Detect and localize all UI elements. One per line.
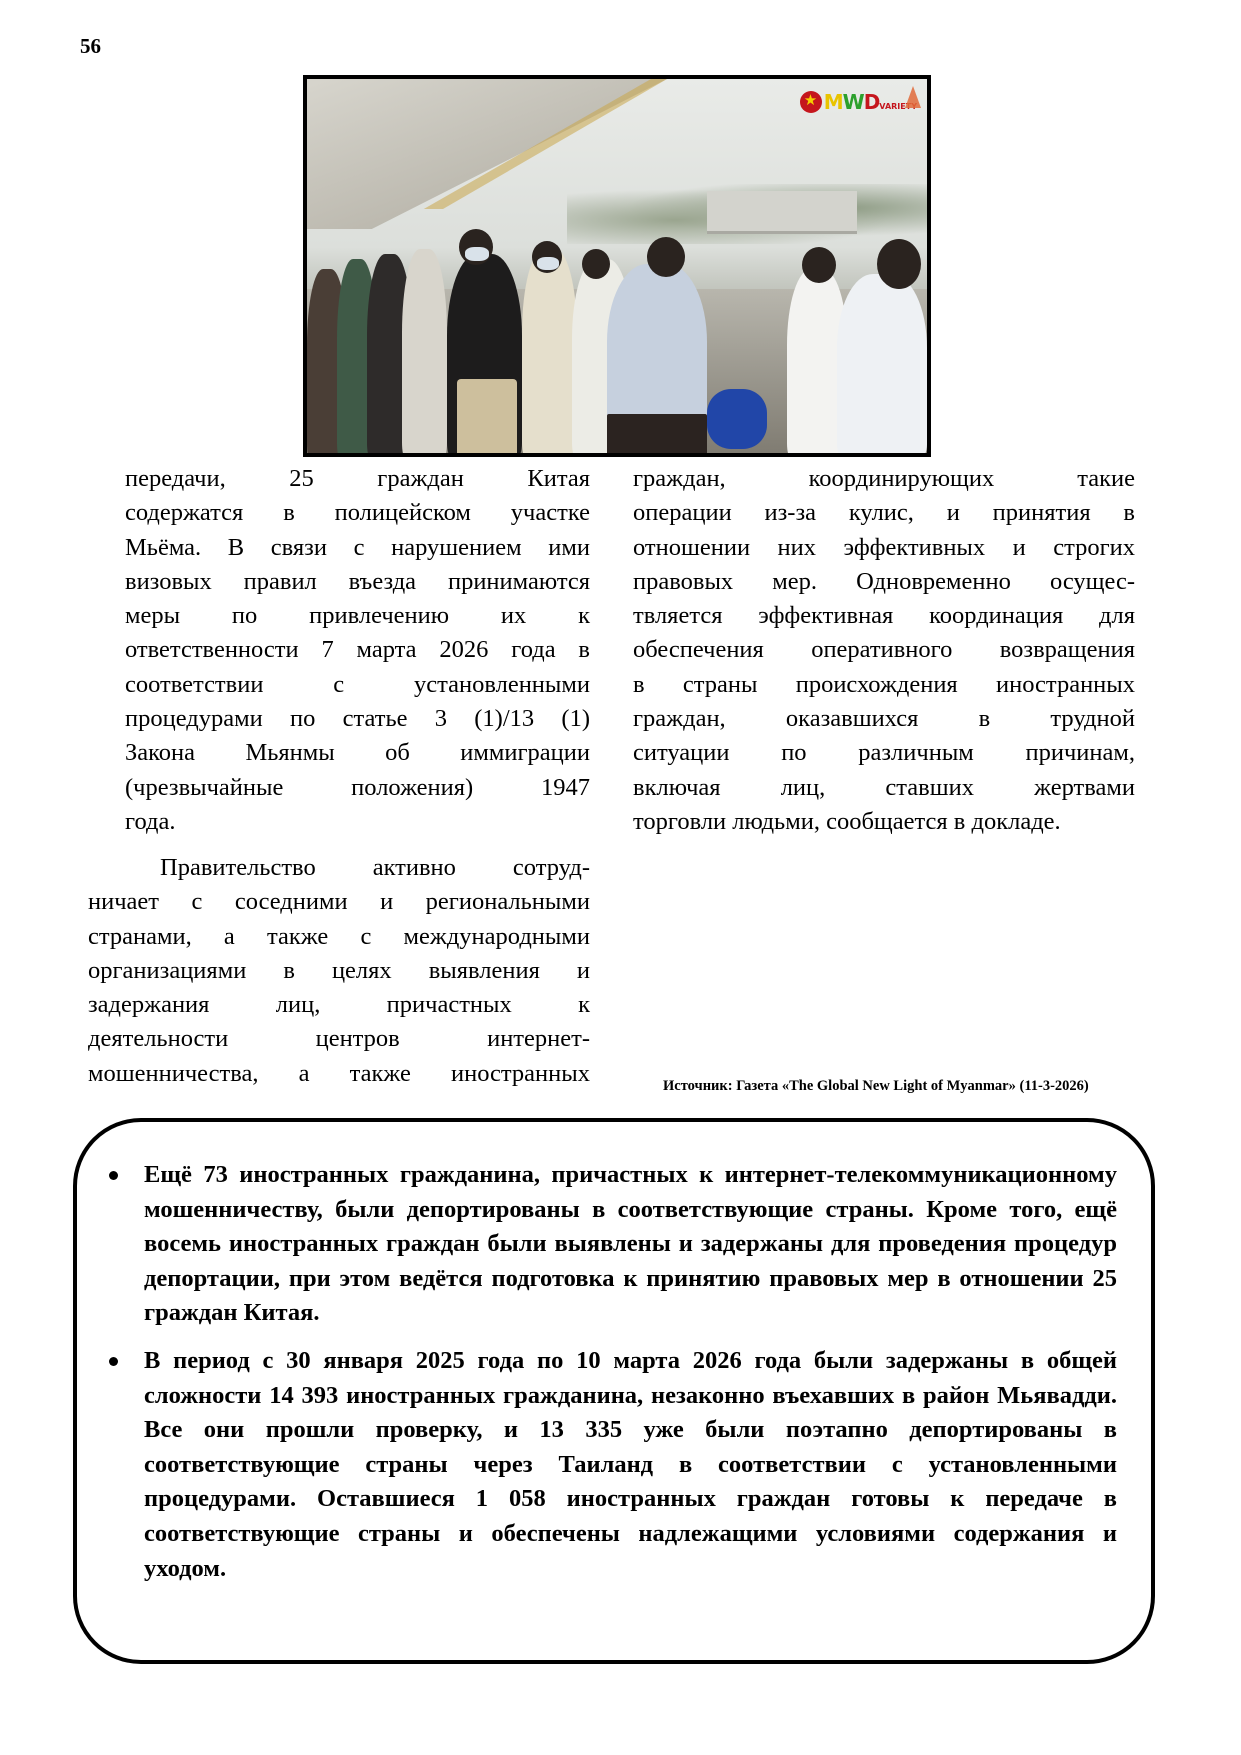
text-line: деятельности центров интернет- (88, 1025, 590, 1053)
bullet-icon (109, 1357, 118, 1366)
text-line: граждан, оказавшихся в трудной (633, 705, 1135, 733)
text-line: включая лиц, ставших жертвами (633, 773, 1135, 801)
text-line: торговли людьми, сообщается в докладе. (633, 807, 1061, 835)
star-badge-icon (800, 91, 822, 113)
text-line: ничает с соседними и региональными (88, 888, 590, 916)
text-line: Правительство активно сотруд- (160, 854, 590, 881)
text-line: твляется эффективная координация для (633, 602, 1135, 630)
photo-building (707, 191, 857, 234)
text-line: передачи, 25 граждан Китая (125, 465, 590, 492)
highlight-item (107, 1158, 1117, 1331)
text-line: года. (125, 807, 176, 835)
mwd-variety-logo (800, 89, 921, 115)
highlight-text: Ещё 73 иностранных гражданина, причастных к интернет-телекоммуникационному мошенничеству, были депортированы в соответствующие страны. Кроме того, ещё восемь иностранных граждан были выявлены и задержаны для проведения процедур депортации, при этом ведётся подготовка к принятию правовых мер в отношении 25 граждан Китая. (144, 1161, 1117, 1327)
text-line: граждан, координирующих такие (633, 465, 1135, 492)
bullet-icon (109, 1171, 118, 1180)
photo-crowd (307, 229, 927, 457)
text-line: меры по привлечению их к (125, 602, 590, 630)
text-line: в страны происхождения иностранных (633, 670, 1135, 698)
page-number: 56 (80, 34, 101, 58)
text-line: Мьёма. В связи с нарушением ими (125, 533, 590, 561)
text-line: ситуации по различным причинам, (633, 739, 1135, 767)
text-line: отношении них эффективных и строгих (633, 533, 1135, 561)
text-line: задержания лиц, причастных к (88, 991, 590, 1019)
text-line: мошенничества, а также иностранных (88, 1059, 590, 1087)
highlights-list (107, 1158, 1117, 1599)
text-line: странами, а также с международными (88, 922, 590, 950)
left-column-continuation (125, 462, 590, 839)
highlight-text: В период с 30 января 2025 года по 10 марта 2026 года были задержаны в общей сложности 14 393 иностранных гражданина, незаконно въехавших в район Мьявадди. Все они прошли проверку, и 13 335 уже были поэтапно депортированы в соответствующие страны через Таиланд в соответствии с установленными процедурами. Оставшиеся 1 058 иностранных граждан готовы к передаче в соответствующие страны и обеспечены надлежащими условиями содержания и уходом. (144, 1346, 1117, 1582)
highlights-box (73, 1118, 1155, 1664)
pagoda-icon (905, 86, 921, 108)
text-line: организациями в целях выявления и (88, 956, 590, 984)
text-line: Закона Мьянмы об иммиграции (125, 739, 590, 767)
text-line: процедурами по статье 3 (1)/13 (1) (125, 705, 590, 733)
logo-letters: MWD (823, 90, 880, 114)
highlight-item (107, 1344, 1117, 1586)
text-line: (чрезвычайные положения) 1947 (125, 773, 590, 801)
text-line: визовых правил въезда принимаются (125, 567, 590, 595)
text-line: правовых мер. Одновременно осущес- (633, 567, 1135, 595)
text-line: соответствии с установленными (125, 670, 590, 698)
right-column (633, 462, 1135, 839)
text-line: обеспечения оперативного возвращения (633, 636, 1135, 664)
text-line: операции из-за кулис, и принятия в (633, 499, 1135, 527)
text-line: содержатся в полицейском участке (125, 499, 590, 527)
text-line: ответственности 7 марта 2026 года в (125, 636, 590, 664)
news-photo (303, 75, 931, 457)
logo-variety-text: VARIETY (879, 101, 917, 111)
left-column-paragraph (88, 851, 590, 1091)
source-citation: Источник: Газета «The Global New Light of Myanmar» (11-3-2026) (663, 1078, 1089, 1094)
